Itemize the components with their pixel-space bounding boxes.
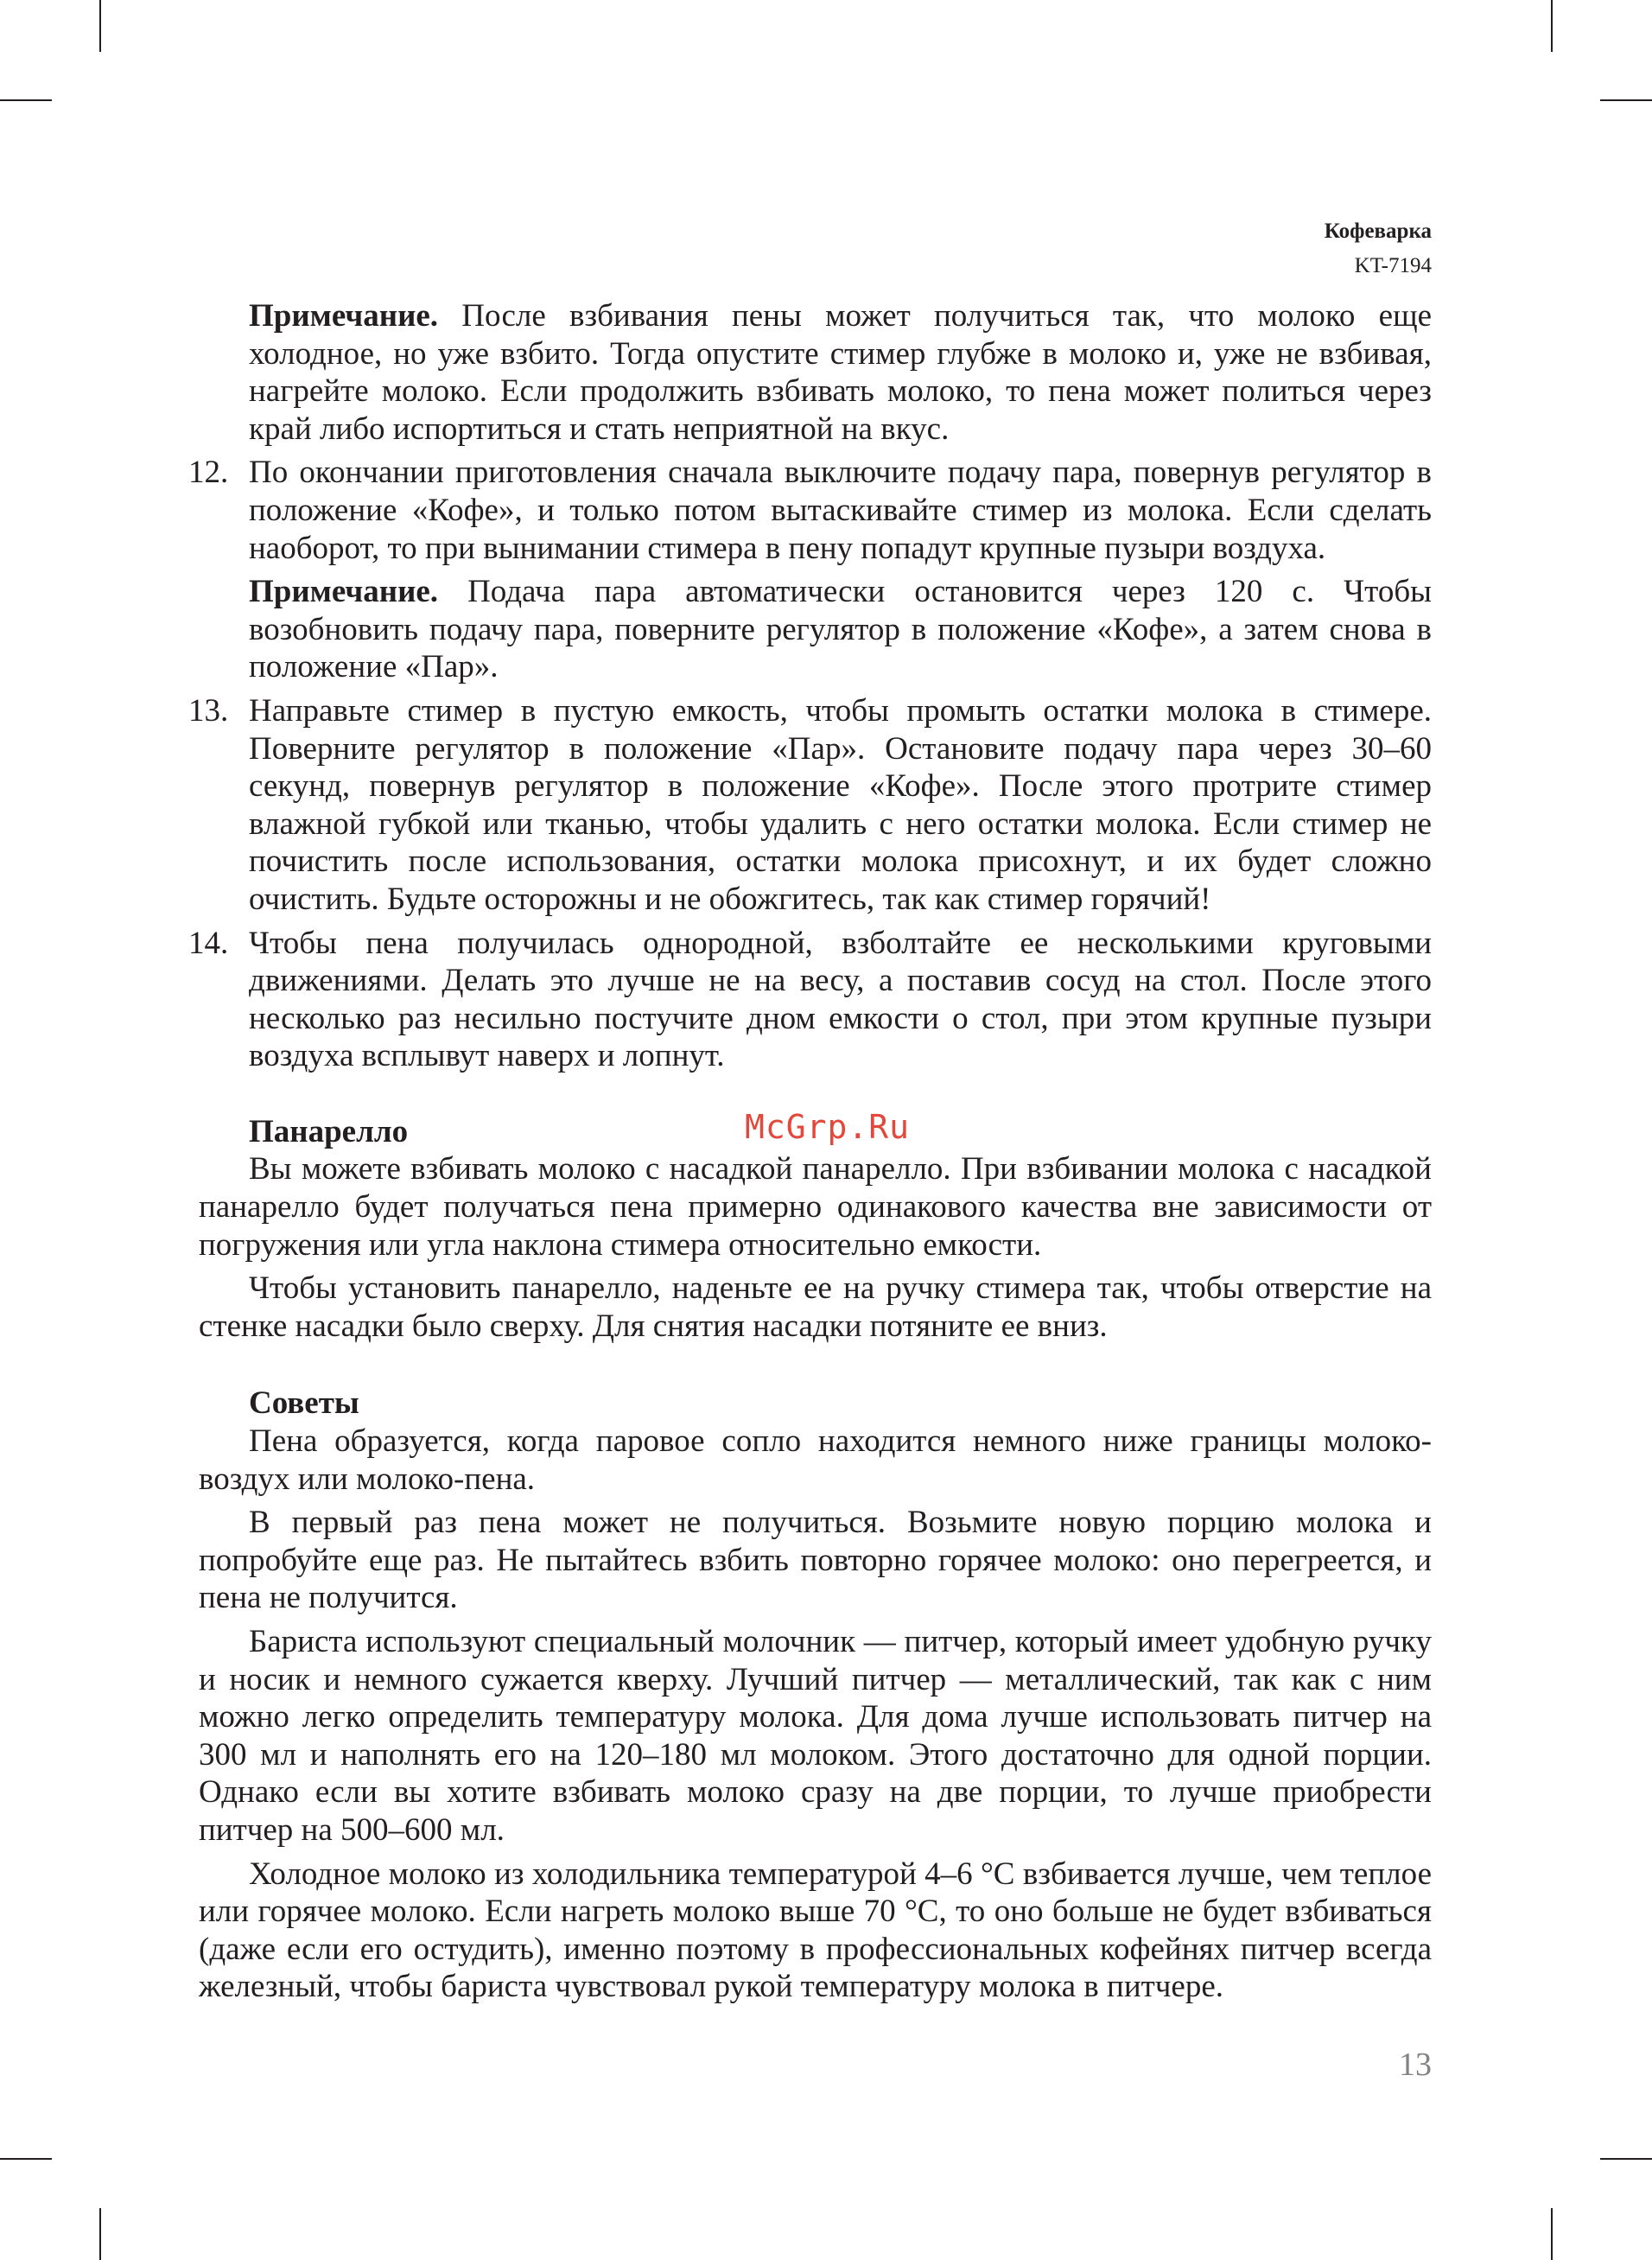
tips-paragraph: В первый раз пена может не получиться. Возьмите новую порцию молока и попробуйте еще раз. Не пытайтесь взбить повторно горячее молоко: оно перегреется, и пена не получится. — [199, 1505, 1432, 1616]
note-paragraph-2 — [199, 573, 1432, 686]
crop-mark-bottom-left-vertical — [99, 2208, 101, 2260]
list-item-number: 14. — [188, 925, 229, 961]
note-text: После взбивания пены может получиться так, что молоко еще холодное, но уже взбито. Тогда опустите стимер глубже в молоко и, уже не взбивая, нагрейте молоко. Если продолжить взбивать молоко, то пена может политься через край либо испортиться и стать неприятной на вкус. — [249, 298, 1432, 447]
page-number: 13 — [1399, 2047, 1432, 2083]
section-heading-panarello: Панарелло — [249, 1113, 409, 1149]
crop-mark-bottom-right-vertical — [1551, 2208, 1553, 2260]
note-label: Примечание. — [249, 298, 439, 334]
header-product: Кофеварка — [1324, 220, 1432, 243]
panarello-paragraph: Чтобы установить панарелло, наденьте ее на ручку стимера так, чтобы отверстие на стенке насадки было сверху. Для снятия насадки потяните ее вниз. — [199, 1270, 1432, 1344]
tips-paragraph: Бариста используют специальный молочник — питчер, который имеет удобную ручку и носик и немного сужается кверху. Лучший питчер — металлический, так как с ним можно легко определить температуру молока. Для дома лучше использовать питчер на 300 мл и наполнять его на 120–180 мл молоком. Этого достаточно для одной порции. Однако если вы хотите взбивать молоко сразу на две порции, то лучше приобрести питчер на 500–600 мл. — [199, 1624, 1432, 1848]
note-label: Примечание. — [249, 574, 439, 610]
crop-mark-top-left-horizontal — [0, 99, 52, 101]
note-text: Подача пара автоматически остановится через 120 с. Чтобы возобновить подачу пара, поверните регулятор в положение «Кофе», а затем снова в положение «Пар». — [249, 574, 1432, 685]
crop-mark-bottom-right-horizontal — [1600, 2158, 1652, 2160]
panarello-paragraph: Вы можете взбивать молоко с насадкой панарелло. При взбивании молока с насадкой панарелло будет получаться пена примерно одинакового качества вне зависимости от погружения или угла наклона стимера относительно емкости. — [199, 1151, 1432, 1263]
list-item-12 — [188, 454, 1432, 567]
list-item-number: 12. — [188, 455, 229, 491]
list-item-13 — [188, 692, 1432, 919]
crop-mark-top-right-horizontal — [1600, 99, 1652, 101]
section-heading-tips: Советы — [249, 1385, 359, 1422]
list-item-14 — [188, 925, 1432, 1075]
list-item-number: 13. — [188, 692, 229, 729]
crop-mark-bottom-left-horizontal — [0, 2158, 52, 2160]
list-item-text: По окончании приготовления сначала выключите подачу пара, повернув регулятор в положение «Кофе», и только потом вытаскивайте стимер из молока. Если сделать наоборот, то при вынимании стимера в пену попадут крупные пузыри воздуха. — [249, 455, 1432, 566]
crop-mark-top-right-vertical — [1551, 0, 1553, 52]
tips-paragraph: Пена образуется, когда паровое сопло находится немного ниже границы молоко-воздух или молоко-пена. — [199, 1423, 1432, 1497]
header-model: KT-7194 — [1354, 254, 1432, 277]
watermark: McGrp.Ru — [745, 1108, 911, 1146]
page-body — [188, 296, 1432, 2006]
running-header — [1325, 214, 1432, 283]
note-paragraph — [199, 297, 1432, 448]
list-item-text: Направьте стимер в пустую емкость, чтобы промыть остатки молока в стимере. Поверните регулятор в положение «Пар». Остановите подачу пара через 30–60 секунд, повернув регулятор в положение «Кофе». После этого протрите стимер влажной губкой или тканью, чтобы удалить с него остатки молока. Если стимер не почистить после использования, остатки молока присохнут, и их будет сложно очистить. Будьте осторожны и не обожгитесь, так как стимер горячий! — [249, 692, 1432, 917]
tips-paragraph: Холодное молоко из холодильника температурой 4–6 °C взбивается лучше, чем теплое или горячее молоко. Если нагреть молоко выше 70 °C, то оно больше не будет взбиваться (даже если его остудить), именно поэтому в профессиональных кофейнях питчер всегда железный, чтобы бариста чувствовал рукой температуру молока в питчере. — [199, 1856, 1432, 2005]
crop-mark-top-left-vertical — [99, 0, 101, 52]
list-item-text: Чтобы пена получилась однородной, взболтайте ее несколькими круговыми движениями. Делать это лучше не на весу, а поставив сосуд на стол. После этого несколько раз несильно постучите дном емкости о стол, при этом крупные пузыри воздуха всплывут наверх и лопнут. — [249, 925, 1432, 1074]
